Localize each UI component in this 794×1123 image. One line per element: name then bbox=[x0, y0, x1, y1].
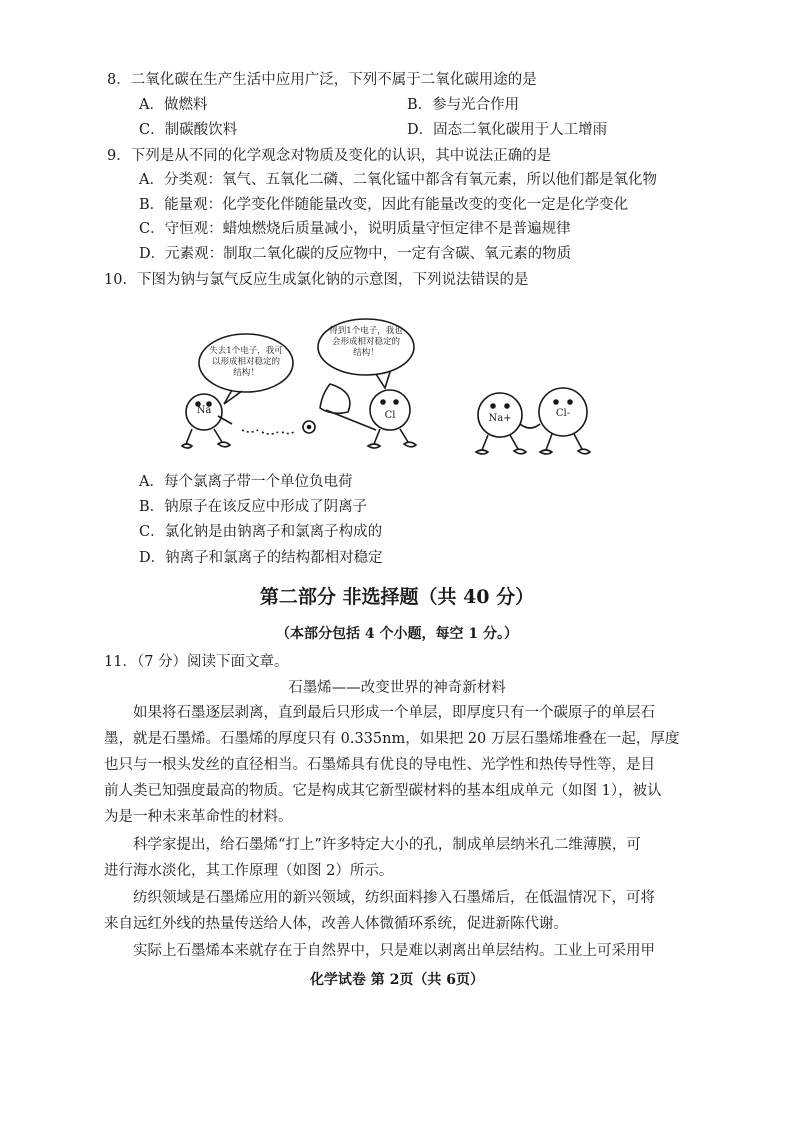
q8-option-b: B．参与光合作用 bbox=[407, 97, 520, 113]
q11-article-title: 石墨烯——改变世界的神奇新材料 bbox=[288, 680, 506, 696]
article-line: 为是一种未来革命性的材料。 bbox=[104, 809, 293, 825]
q9-option-a: A．分类观：氧气、五氧化二磷、二氧化锰中都含有氧元素，所以他们都是氧化物 bbox=[139, 172, 657, 188]
q10-option-d: D．钠离子和氯离子的结构都相对稳定 bbox=[139, 550, 383, 566]
q10-stem: 10．下图为钠与氯气反应生成氯化钠的示意图，下列说法错误的是 bbox=[104, 272, 529, 288]
article-line: 如果将石墨逐层剥离，直到最后只形成一个单层，即厚度只有一个碳原子的单层石 bbox=[133, 705, 655, 721]
net bbox=[320, 384, 350, 413]
na-label: Na bbox=[196, 405, 212, 416]
q8-option-c: C．制碳酸饮料 bbox=[139, 122, 238, 138]
q9-option-c: C．守恒观：蜡烛燃烧后质量减小，说明质量守恒定律不是普遍规律 bbox=[139, 221, 571, 237]
article-line: 前人类已知强度最高的物质。它是构成其它新型碳材料的基本组成单元（如图 1），被认 bbox=[104, 783, 662, 799]
article-line: 也只与一根头发丝的直径相当。石墨烯具有优良的导电性、光学性和热传导性等，是目 bbox=[104, 757, 655, 773]
article-line: 墨，就是石墨烯。石墨烯的厚度只有 0.335nm，如果把 20 万层石墨烯堆叠在一起，厚度 bbox=[104, 731, 680, 747]
q10-option-b: B．钠原子在该反应中形成了阴离子 bbox=[139, 499, 368, 515]
article-line: 来自远红外线的热量传送给人体，改善人体微循环系统，促进新陈代谢。 bbox=[104, 916, 568, 932]
q9-option-d: D．元素观：制取二氧化碳的反应物中，一定有含碳、氧元素的物质 bbox=[139, 246, 572, 262]
sodium-chlorine-reaction-figure bbox=[180, 312, 620, 472]
cl-bubble-text: 得到1个电子，我也会形成相对稳定的结构！ bbox=[329, 326, 403, 358]
na-ion-label: Na+ bbox=[488, 413, 512, 424]
part2-note: （本部分包括 4 个小题，每空 1 分。） bbox=[276, 626, 518, 642]
article-line: 科学家提出，给石墨烯“打上”许多特定大小的孔，制成单层纳米孔二维薄膜，可 bbox=[133, 837, 641, 853]
q9-option-b: B．能量观：化学变化伴随能量改变，因此有能量改变的变化一定是化学变化 bbox=[139, 197, 629, 213]
q9-stem: 9．下列是从不同的化学观念对物质及变化的认识，其中说法正确的是 bbox=[107, 148, 552, 164]
q10-option-c: C．氯化钠是由钠离子和氯离子构成的 bbox=[139, 524, 383, 540]
q10-option-a: A．每个氯离子带一个单位负电荷 bbox=[139, 474, 353, 490]
q8-option-a: A．做燃料 bbox=[139, 97, 208, 113]
q8-option-d: D．固态二氧化碳用于人工增雨 bbox=[407, 122, 608, 138]
q11-stem: 11．（7 分）阅读下面文章。 bbox=[104, 654, 289, 670]
q8-stem: 8．二氧化碳在生产生活中应用广泛，下列不属于二氧化碳用途的是 bbox=[107, 72, 537, 88]
part2-title: 第二部分 非选择题（共 40 分） bbox=[259, 586, 535, 608]
na-bubble-text: 失去1个电子，我可以形成相对稳定的结构！ bbox=[209, 346, 283, 378]
page-footer: 化学试卷 第 2页（共 6页） bbox=[309, 972, 485, 988]
article-line: 进行海水淡化，其工作原理（如图 2）所示。 bbox=[104, 863, 394, 879]
article-line: 纺织领域是石墨烯应用的新兴领域，纺织面料掺入石墨烯后，在低温情况下，可将 bbox=[133, 890, 655, 906]
article-line: 实际上石墨烯本来就存在于自然界中，只是难以剥离出单层结构。工业上可采用甲 bbox=[133, 943, 655, 959]
cl-ion-label: Cl- bbox=[555, 408, 571, 419]
cl-label: Cl bbox=[384, 410, 396, 421]
